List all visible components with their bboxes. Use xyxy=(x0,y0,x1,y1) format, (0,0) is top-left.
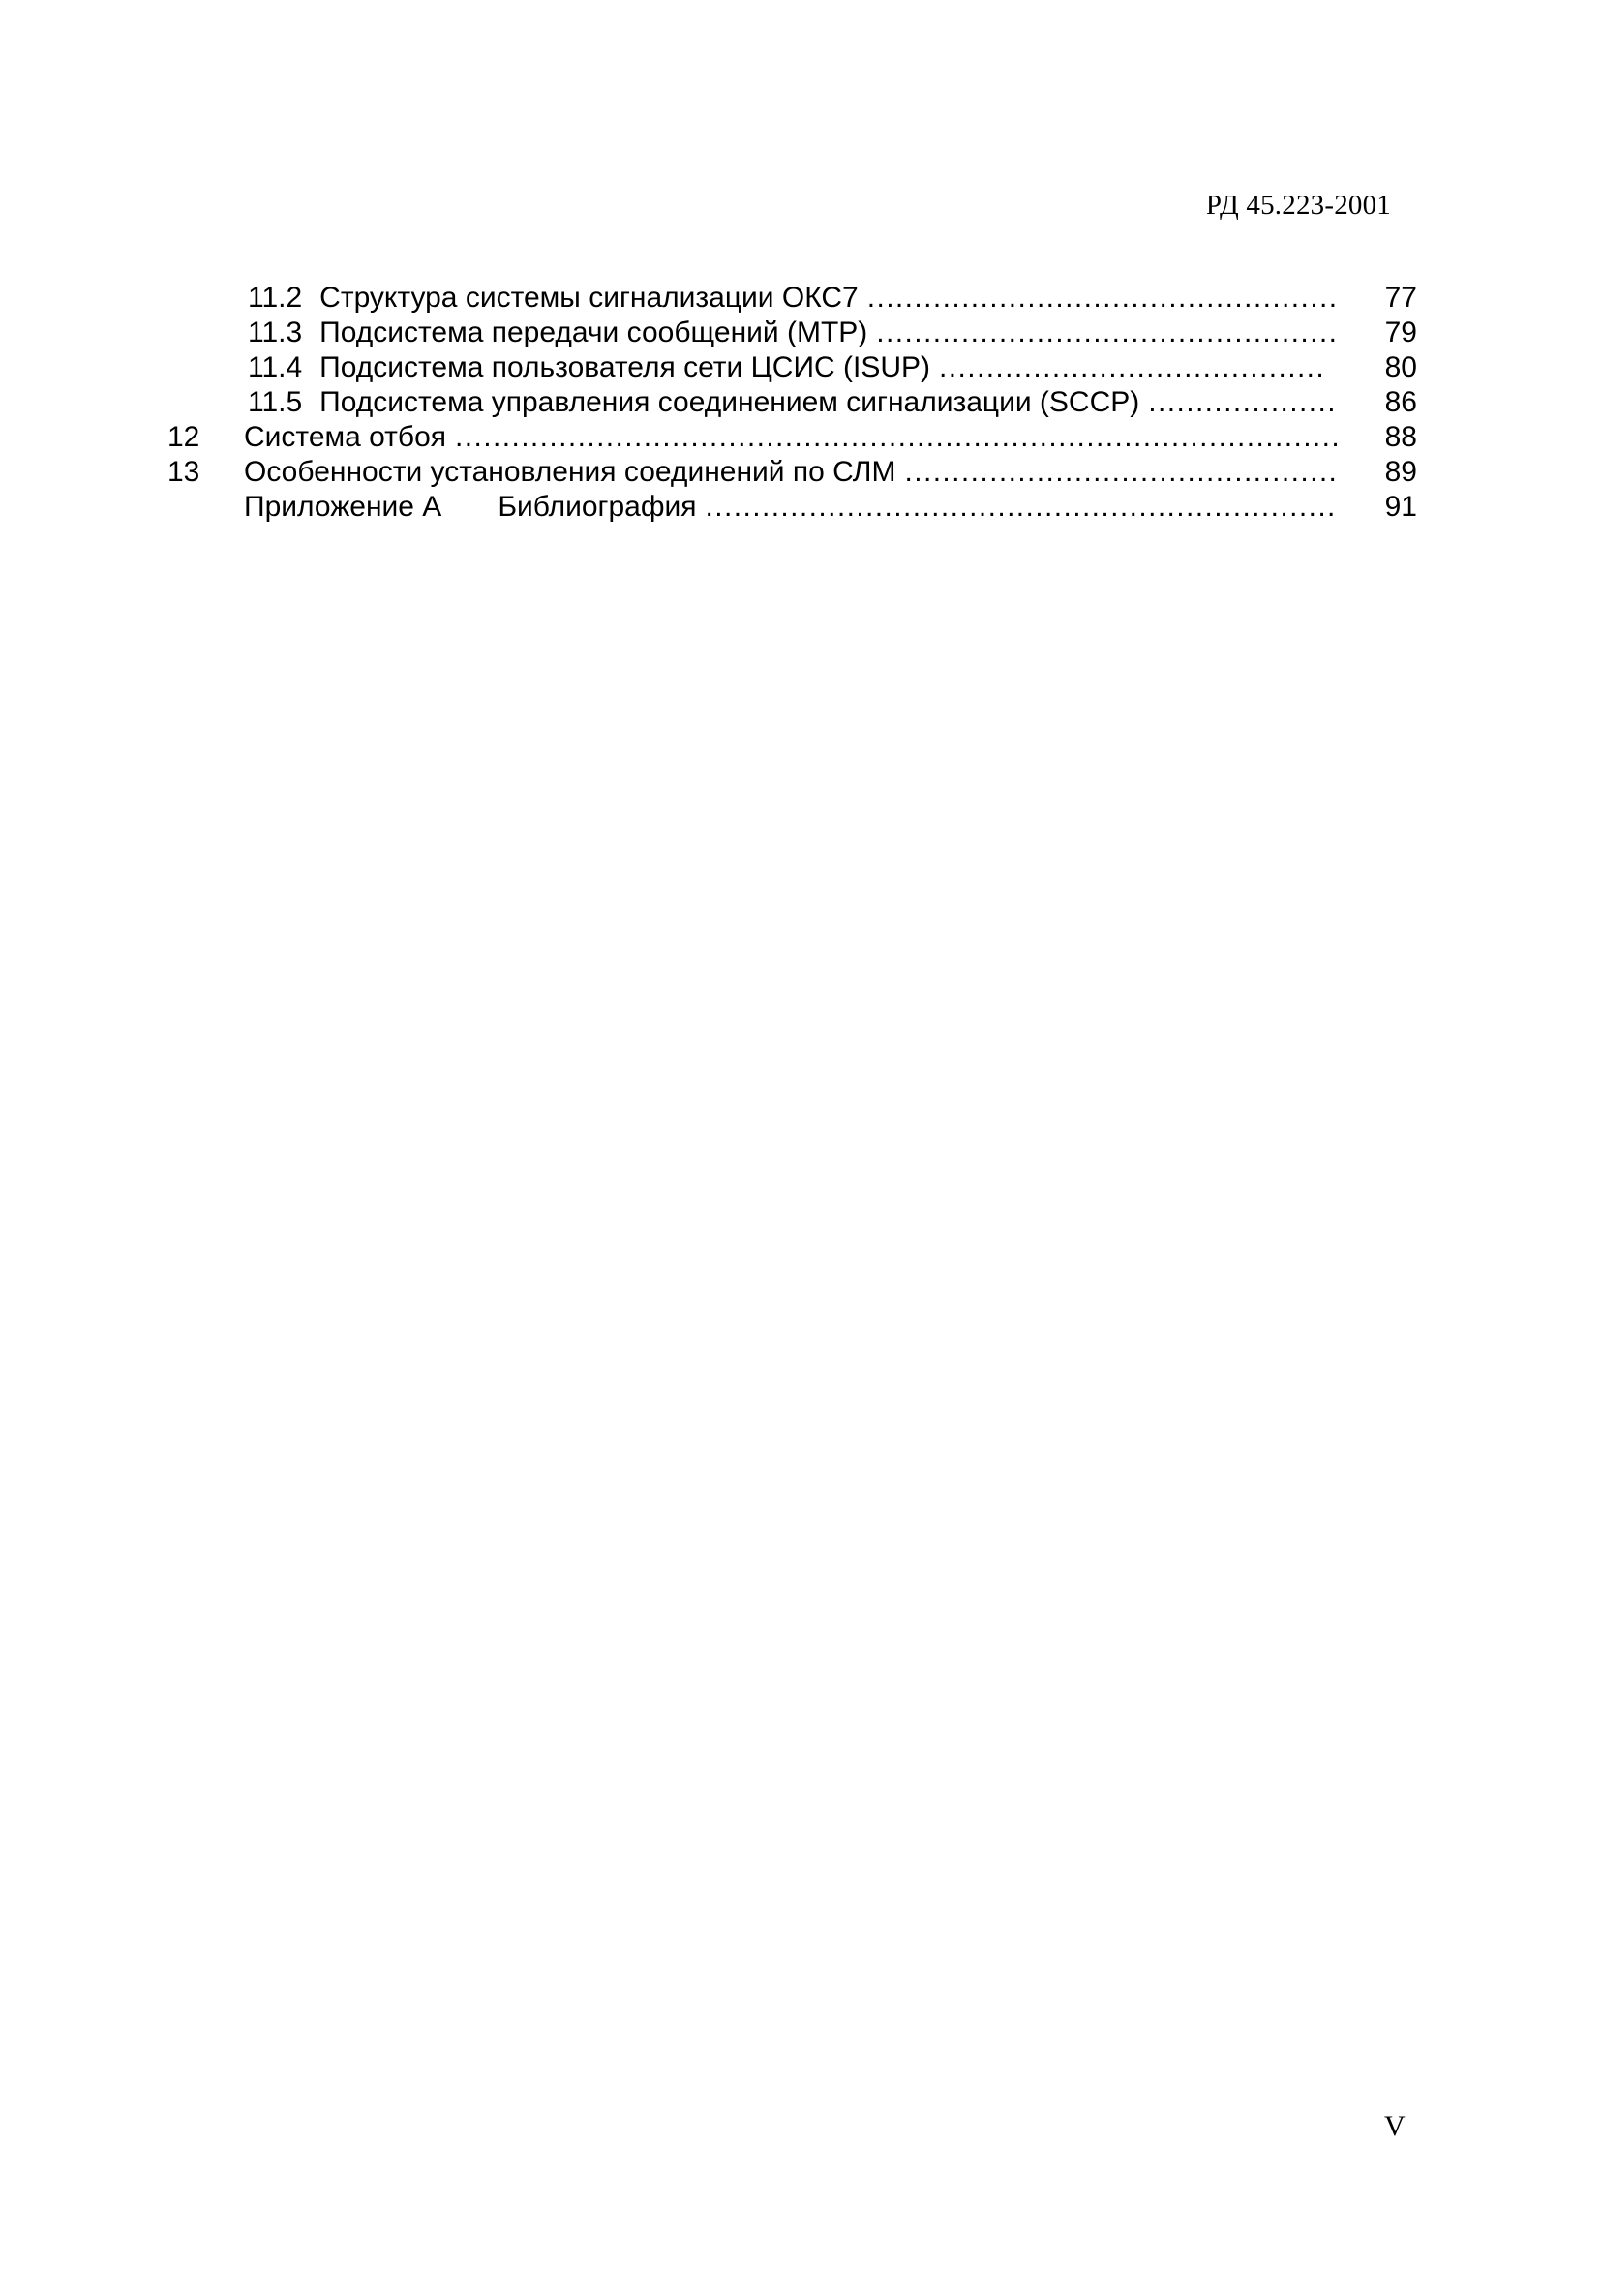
toc-title: Подсистема управления соединением сигнализации (SCCP) xyxy=(319,386,1140,418)
toc-title: Система отбоя xyxy=(244,421,447,453)
toc-subsection-number: 11.5 xyxy=(248,386,303,418)
toc-page-number: 89 xyxy=(1384,456,1417,488)
toc-row-11-4 xyxy=(0,350,1602,385)
toc-subsection-number: 11.4 xyxy=(248,351,303,383)
toc-entry xyxy=(244,420,1337,455)
page-number: V xyxy=(1384,2110,1406,2142)
toc-page-number: 77 xyxy=(1384,282,1417,314)
toc-title: Подсистема пользователя сети ЦСИС (ISUP) xyxy=(319,351,931,383)
toc-row-13 xyxy=(0,455,1602,490)
toc-page-number: 88 xyxy=(1384,421,1417,453)
toc-row-12 xyxy=(0,420,1602,455)
toc-dot-leader xyxy=(455,420,1337,455)
toc-appendix-label: Приложение А xyxy=(244,491,442,523)
toc-page-number: 86 xyxy=(1384,386,1417,418)
toc-dot-leader xyxy=(706,490,1337,525)
toc-entry xyxy=(248,281,1337,316)
toc-dot-leader xyxy=(1148,385,1337,420)
toc-page-number: 91 xyxy=(1384,491,1417,523)
toc-entry xyxy=(244,490,1337,525)
toc-section-number: 13 xyxy=(167,456,200,488)
toc-row-appendix-a xyxy=(0,490,1602,525)
toc-row-11-2 xyxy=(0,281,1602,316)
toc-title: Библиография xyxy=(498,491,697,523)
toc-entry xyxy=(248,316,1337,350)
toc-title: Структура системы сигнализации ОКС7 xyxy=(319,282,859,314)
toc-dot-leader xyxy=(904,455,1337,490)
toc-title: Особенности установления соединений по СЛМ xyxy=(244,456,896,488)
toc-subsection-number: 11.3 xyxy=(248,317,303,348)
table-of-contents xyxy=(0,281,1602,525)
toc-dot-leader xyxy=(939,350,1322,385)
toc-page-number: 79 xyxy=(1384,317,1417,348)
toc-page-number: 80 xyxy=(1384,351,1417,383)
toc-section-number: 12 xyxy=(167,421,200,453)
toc-entry xyxy=(248,350,1322,385)
document-code: РД 45.223-2001 xyxy=(1205,190,1391,221)
toc-dot-leader xyxy=(876,316,1337,350)
toc-dot-leader xyxy=(867,281,1337,316)
toc-row-11-5 xyxy=(0,385,1602,420)
toc-entry xyxy=(244,455,1337,490)
toc-entry xyxy=(248,385,1337,420)
toc-subsection-number: 11.2 xyxy=(248,282,303,314)
toc-row-11-3 xyxy=(0,316,1602,350)
toc-title: Подсистема передачи сообщений (МТР) xyxy=(319,317,868,348)
